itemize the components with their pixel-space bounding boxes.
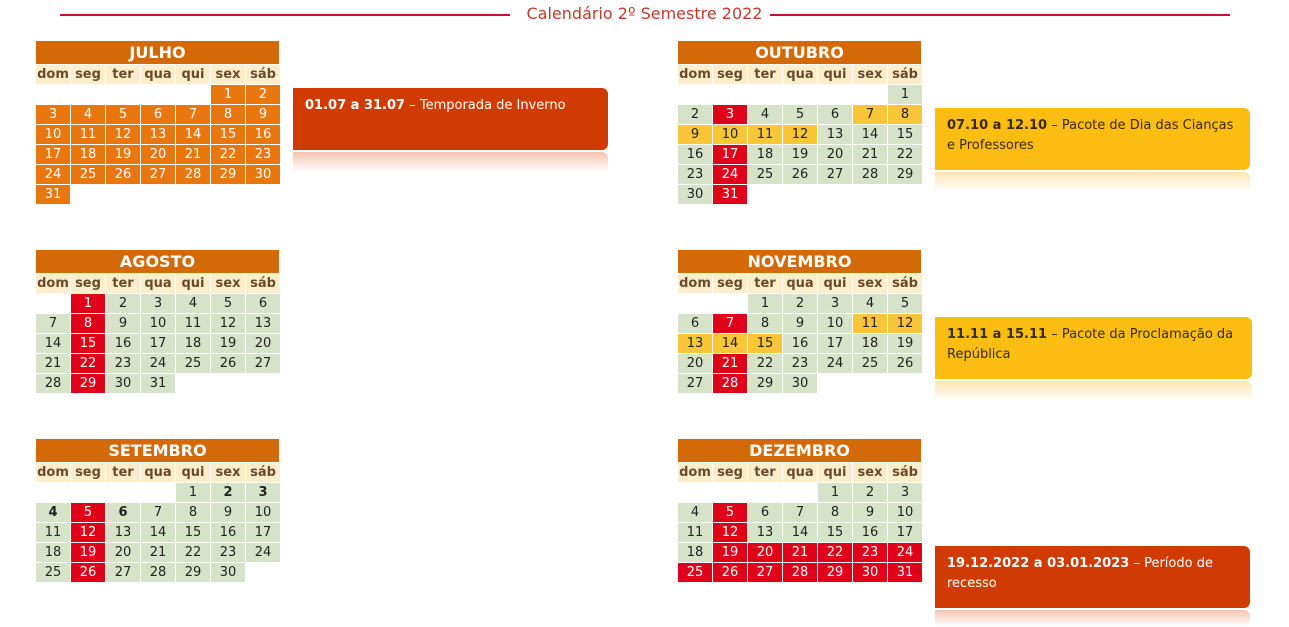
- day: 18: [678, 543, 712, 562]
- day: 5: [106, 105, 140, 124]
- day: 8: [818, 503, 852, 522]
- day-empty: [106, 85, 140, 104]
- day: 26: [888, 354, 922, 373]
- day: 8: [748, 314, 782, 333]
- weekday: seg: [713, 463, 747, 482]
- day: 6: [246, 294, 280, 313]
- day: 23: [678, 165, 712, 184]
- note-december: [935, 546, 1250, 608]
- weekday: seg: [713, 274, 747, 293]
- note-reflection: [293, 152, 608, 172]
- day: 9: [853, 503, 887, 522]
- day: 20: [246, 334, 280, 353]
- day: 9: [246, 105, 280, 124]
- month-august: [36, 250, 279, 393]
- day: 11: [36, 523, 70, 542]
- day: 19: [713, 543, 747, 562]
- day: 12: [713, 523, 747, 542]
- day: 23: [246, 145, 280, 164]
- day: 9: [783, 314, 817, 333]
- day: 19: [71, 543, 105, 562]
- weekday: seg: [71, 65, 105, 84]
- day: 14: [36, 334, 70, 353]
- day: 19: [211, 334, 245, 353]
- day: 25: [176, 354, 210, 373]
- day: 18: [36, 543, 70, 562]
- day: 24: [141, 354, 175, 373]
- weekday: sex: [211, 463, 245, 482]
- note-dates: 01.07 a 31.07: [305, 98, 406, 113]
- day: 24: [818, 354, 852, 373]
- day: 30: [853, 563, 887, 582]
- day: 4: [678, 503, 712, 522]
- day: 5: [71, 503, 105, 522]
- day: 7: [783, 503, 817, 522]
- day: 12: [783, 125, 817, 144]
- day: 1: [176, 483, 210, 502]
- month-name: AGOSTO: [36, 250, 279, 273]
- month-december: [678, 439, 921, 582]
- day: 2: [678, 105, 712, 124]
- day-empty: [71, 85, 105, 104]
- day: 29: [888, 165, 922, 184]
- day: 18: [176, 334, 210, 353]
- day: 16: [678, 145, 712, 164]
- day: 21: [783, 543, 817, 562]
- day: 27: [748, 563, 782, 582]
- day: 6: [818, 105, 852, 124]
- day: 17: [36, 145, 70, 164]
- day: 27: [106, 563, 140, 582]
- weekday: sex: [211, 65, 245, 84]
- weekday: qui: [176, 463, 210, 482]
- day: 12: [106, 125, 140, 144]
- day: 1: [211, 85, 245, 104]
- weekday: qua: [783, 463, 817, 482]
- day: 7: [36, 314, 70, 333]
- day: 5: [211, 294, 245, 313]
- day: 15: [748, 334, 782, 353]
- weekday: sáb: [246, 65, 280, 84]
- day: 22: [211, 145, 245, 164]
- day: 15: [818, 523, 852, 542]
- day: 20: [748, 543, 782, 562]
- day: 30: [246, 165, 280, 184]
- weekday: sáb: [888, 274, 922, 293]
- day: 7: [176, 105, 210, 124]
- day: 3: [246, 483, 280, 502]
- day: 20: [818, 145, 852, 164]
- day: 29: [748, 374, 782, 393]
- day-empty: [748, 483, 782, 502]
- day: 25: [71, 165, 105, 184]
- month-november: [678, 250, 921, 393]
- day-empty: [176, 85, 210, 104]
- day: 15: [71, 334, 105, 353]
- day: 6: [748, 503, 782, 522]
- day: 25: [36, 563, 70, 582]
- day-empty: [141, 483, 175, 502]
- day: 6: [141, 105, 175, 124]
- weekday: dom: [37, 465, 69, 480]
- day: 19: [783, 145, 817, 164]
- day: 24: [36, 165, 70, 184]
- weekday: dom: [679, 67, 711, 82]
- day-empty: [36, 85, 70, 104]
- day-empty: [853, 85, 887, 104]
- day: 7: [853, 105, 887, 124]
- month-name: DEZEMBRO: [678, 439, 921, 462]
- weekday: sex: [853, 65, 887, 84]
- day: 7: [713, 314, 747, 333]
- day: 11: [853, 314, 887, 333]
- day: 24: [713, 165, 747, 184]
- weekday: sáb: [246, 463, 280, 482]
- month-name: SETEMBRO: [36, 439, 279, 462]
- calendar-grid: [36, 463, 279, 582]
- day: 23: [853, 543, 887, 562]
- note-november: [935, 317, 1252, 379]
- day: 29: [176, 563, 210, 582]
- day: 27: [141, 165, 175, 184]
- weekday: ter: [748, 274, 782, 293]
- day: 13: [818, 125, 852, 144]
- day: 11: [678, 523, 712, 542]
- day: 24: [888, 543, 922, 562]
- calendar-grid: [678, 274, 921, 393]
- calendar-grid: [678, 65, 921, 204]
- weekday: qui: [176, 65, 210, 84]
- day: 15: [211, 125, 245, 144]
- day: 27: [818, 165, 852, 184]
- day: 3: [36, 105, 70, 124]
- note-dates: 19.12.2022 a 03.01.2023: [947, 556, 1130, 571]
- day: 1: [888, 85, 922, 104]
- day: 9: [106, 314, 140, 333]
- day: 4: [853, 294, 887, 313]
- day: 9: [211, 503, 245, 522]
- day: 10: [246, 503, 280, 522]
- note-reflection: [935, 172, 1250, 192]
- weekday: ter: [106, 65, 140, 84]
- day: 22: [748, 354, 782, 373]
- month-name: OUTUBRO: [678, 41, 921, 64]
- day: 4: [36, 503, 70, 522]
- day: 15: [888, 125, 922, 144]
- day: 3: [141, 294, 175, 313]
- day: 30: [783, 374, 817, 393]
- weekday: seg: [713, 65, 747, 84]
- day: 13: [246, 314, 280, 333]
- day: 2: [853, 483, 887, 502]
- day: 31: [36, 185, 70, 204]
- calendar-grid: [36, 65, 279, 204]
- day-empty: [783, 85, 817, 104]
- day: 31: [713, 185, 747, 204]
- day: 2: [246, 85, 280, 104]
- day: 1: [748, 294, 782, 313]
- weekday: dom: [679, 276, 711, 291]
- day-empty: [678, 294, 712, 313]
- weekday: ter: [748, 463, 782, 482]
- day: 28: [176, 165, 210, 184]
- day: 28: [36, 374, 70, 393]
- day: 4: [71, 105, 105, 124]
- day: 16: [211, 523, 245, 542]
- day: 21: [713, 354, 747, 373]
- day: 17: [246, 523, 280, 542]
- day-empty: [713, 483, 747, 502]
- day: 13: [106, 523, 140, 542]
- day-empty: [713, 294, 747, 313]
- day: 31: [141, 374, 175, 393]
- day: 2: [211, 483, 245, 502]
- calendar-grid: [678, 463, 921, 582]
- month-september: [36, 439, 279, 582]
- day-empty: [713, 85, 747, 104]
- note-text: – Temporada de Inverno: [405, 98, 566, 113]
- month-october: [678, 41, 921, 204]
- day: 26: [71, 563, 105, 582]
- note-text: – Pacote da Proclamação da República: [947, 327, 1234, 362]
- day: 30: [678, 185, 712, 204]
- note-october: [935, 108, 1250, 170]
- day: 5: [713, 503, 747, 522]
- weekday: qua: [141, 65, 175, 84]
- day: 2: [783, 294, 817, 313]
- day: 18: [853, 334, 887, 353]
- day: 1: [818, 483, 852, 502]
- note-dates: 11.11 a 15.11: [947, 327, 1048, 342]
- day: 20: [141, 145, 175, 164]
- calendar-grid: [36, 274, 279, 393]
- weekday: qua: [141, 463, 175, 482]
- weekday: qua: [783, 65, 817, 84]
- day: 16: [106, 334, 140, 353]
- day-empty: [818, 85, 852, 104]
- day: 17: [818, 334, 852, 353]
- day: 25: [748, 165, 782, 184]
- day: 1: [71, 294, 105, 313]
- day: 8: [71, 314, 105, 333]
- day: 10: [36, 125, 70, 144]
- day: 12: [71, 523, 105, 542]
- day: 27: [678, 374, 712, 393]
- day: 16: [246, 125, 280, 144]
- day: 24: [246, 543, 280, 562]
- note-july: [293, 88, 608, 150]
- day: 26: [783, 165, 817, 184]
- day: 19: [106, 145, 140, 164]
- day-empty: [71, 483, 105, 502]
- day: 14: [176, 125, 210, 144]
- day-empty: [678, 85, 712, 104]
- weekday: sáb: [246, 274, 280, 293]
- day: 10: [141, 314, 175, 333]
- weekday: dom: [679, 465, 711, 480]
- day: 26: [106, 165, 140, 184]
- day: 27: [246, 354, 280, 373]
- day: 28: [853, 165, 887, 184]
- day: 12: [211, 314, 245, 333]
- note-reflection: [935, 381, 1252, 401]
- weekday: sex: [853, 274, 887, 293]
- day: 16: [783, 334, 817, 353]
- day-empty: [36, 483, 70, 502]
- day: 19: [888, 334, 922, 353]
- day: 17: [141, 334, 175, 353]
- weekday: qua: [783, 274, 817, 293]
- day: 10: [818, 314, 852, 333]
- day: 29: [818, 563, 852, 582]
- day: 25: [853, 354, 887, 373]
- weekday: sáb: [888, 463, 922, 482]
- day: 23: [211, 543, 245, 562]
- month-name: JULHO: [36, 41, 279, 64]
- month-july: [36, 41, 279, 204]
- day: 23: [106, 354, 140, 373]
- note-dates: 07.10 a 12.10: [947, 118, 1048, 133]
- day: 17: [888, 523, 922, 542]
- day: 29: [211, 165, 245, 184]
- day: 2: [106, 294, 140, 313]
- day-empty: [748, 85, 782, 104]
- day: 4: [748, 105, 782, 124]
- day: 12: [888, 314, 922, 333]
- day: 13: [748, 523, 782, 542]
- day: 3: [818, 294, 852, 313]
- weekday: qui: [818, 274, 852, 293]
- day-empty: [36, 294, 70, 313]
- day: 18: [748, 145, 782, 164]
- day: 26: [713, 563, 747, 582]
- day: 14: [713, 334, 747, 353]
- day: 28: [141, 563, 175, 582]
- day: 30: [106, 374, 140, 393]
- day: 8: [176, 503, 210, 522]
- weekday: seg: [71, 274, 105, 293]
- day: 11: [176, 314, 210, 333]
- day: 8: [888, 105, 922, 124]
- weekday: ter: [748, 65, 782, 84]
- day: 21: [141, 543, 175, 562]
- weekday: qui: [818, 65, 852, 84]
- day: 11: [748, 125, 782, 144]
- day: 6: [678, 314, 712, 333]
- day: 21: [853, 145, 887, 164]
- day: 8: [211, 105, 245, 124]
- day: 25: [678, 563, 712, 582]
- day: 20: [678, 354, 712, 373]
- weekday: seg: [71, 463, 105, 482]
- day: 5: [888, 294, 922, 313]
- day: 14: [853, 125, 887, 144]
- weekday: qua: [141, 274, 175, 293]
- day: 3: [888, 483, 922, 502]
- month-name: NOVEMBRO: [678, 250, 921, 273]
- day: 28: [713, 374, 747, 393]
- weekday: dom: [37, 276, 69, 291]
- weekday: sáb: [888, 65, 922, 84]
- day: 20: [106, 543, 140, 562]
- day: 14: [783, 523, 817, 542]
- day: 28: [783, 563, 817, 582]
- day: 29: [71, 374, 105, 393]
- day: 23: [783, 354, 817, 373]
- day-empty: [783, 483, 817, 502]
- day: 18: [71, 145, 105, 164]
- day-empty: [141, 85, 175, 104]
- day: 4: [176, 294, 210, 313]
- day: 21: [36, 354, 70, 373]
- weekday: qui: [176, 274, 210, 293]
- day: 13: [141, 125, 175, 144]
- day: 16: [853, 523, 887, 542]
- day: 22: [71, 354, 105, 373]
- day: 10: [888, 503, 922, 522]
- note-text: – Pacote de Dia das Cianças e Professores: [947, 118, 1234, 153]
- day: 31: [888, 563, 922, 582]
- day: 21: [176, 145, 210, 164]
- day: 11: [71, 125, 105, 144]
- day: 14: [141, 523, 175, 542]
- weekday: qui: [818, 463, 852, 482]
- day: 17: [713, 145, 747, 164]
- day: 9: [678, 125, 712, 144]
- day: 13: [678, 334, 712, 353]
- day: 7: [141, 503, 175, 522]
- weekday: sex: [211, 274, 245, 293]
- day: 22: [818, 543, 852, 562]
- weekday: ter: [106, 274, 140, 293]
- day: 22: [888, 145, 922, 164]
- day: 10: [713, 125, 747, 144]
- day: 22: [176, 543, 210, 562]
- note-text: – Período de recesso: [947, 556, 1213, 591]
- day: 3: [713, 105, 747, 124]
- note-reflection: [935, 610, 1250, 626]
- day: 26: [211, 354, 245, 373]
- day: 15: [176, 523, 210, 542]
- day-empty: [106, 483, 140, 502]
- weekday: dom: [37, 67, 69, 82]
- day: 6: [106, 503, 140, 522]
- weekday: ter: [106, 463, 140, 482]
- page-title: Calendário 2º Semestre 2022: [0, 4, 1289, 23]
- day-empty: [678, 483, 712, 502]
- day: 5: [783, 105, 817, 124]
- day: 30: [211, 563, 245, 582]
- weekday: sex: [853, 463, 887, 482]
